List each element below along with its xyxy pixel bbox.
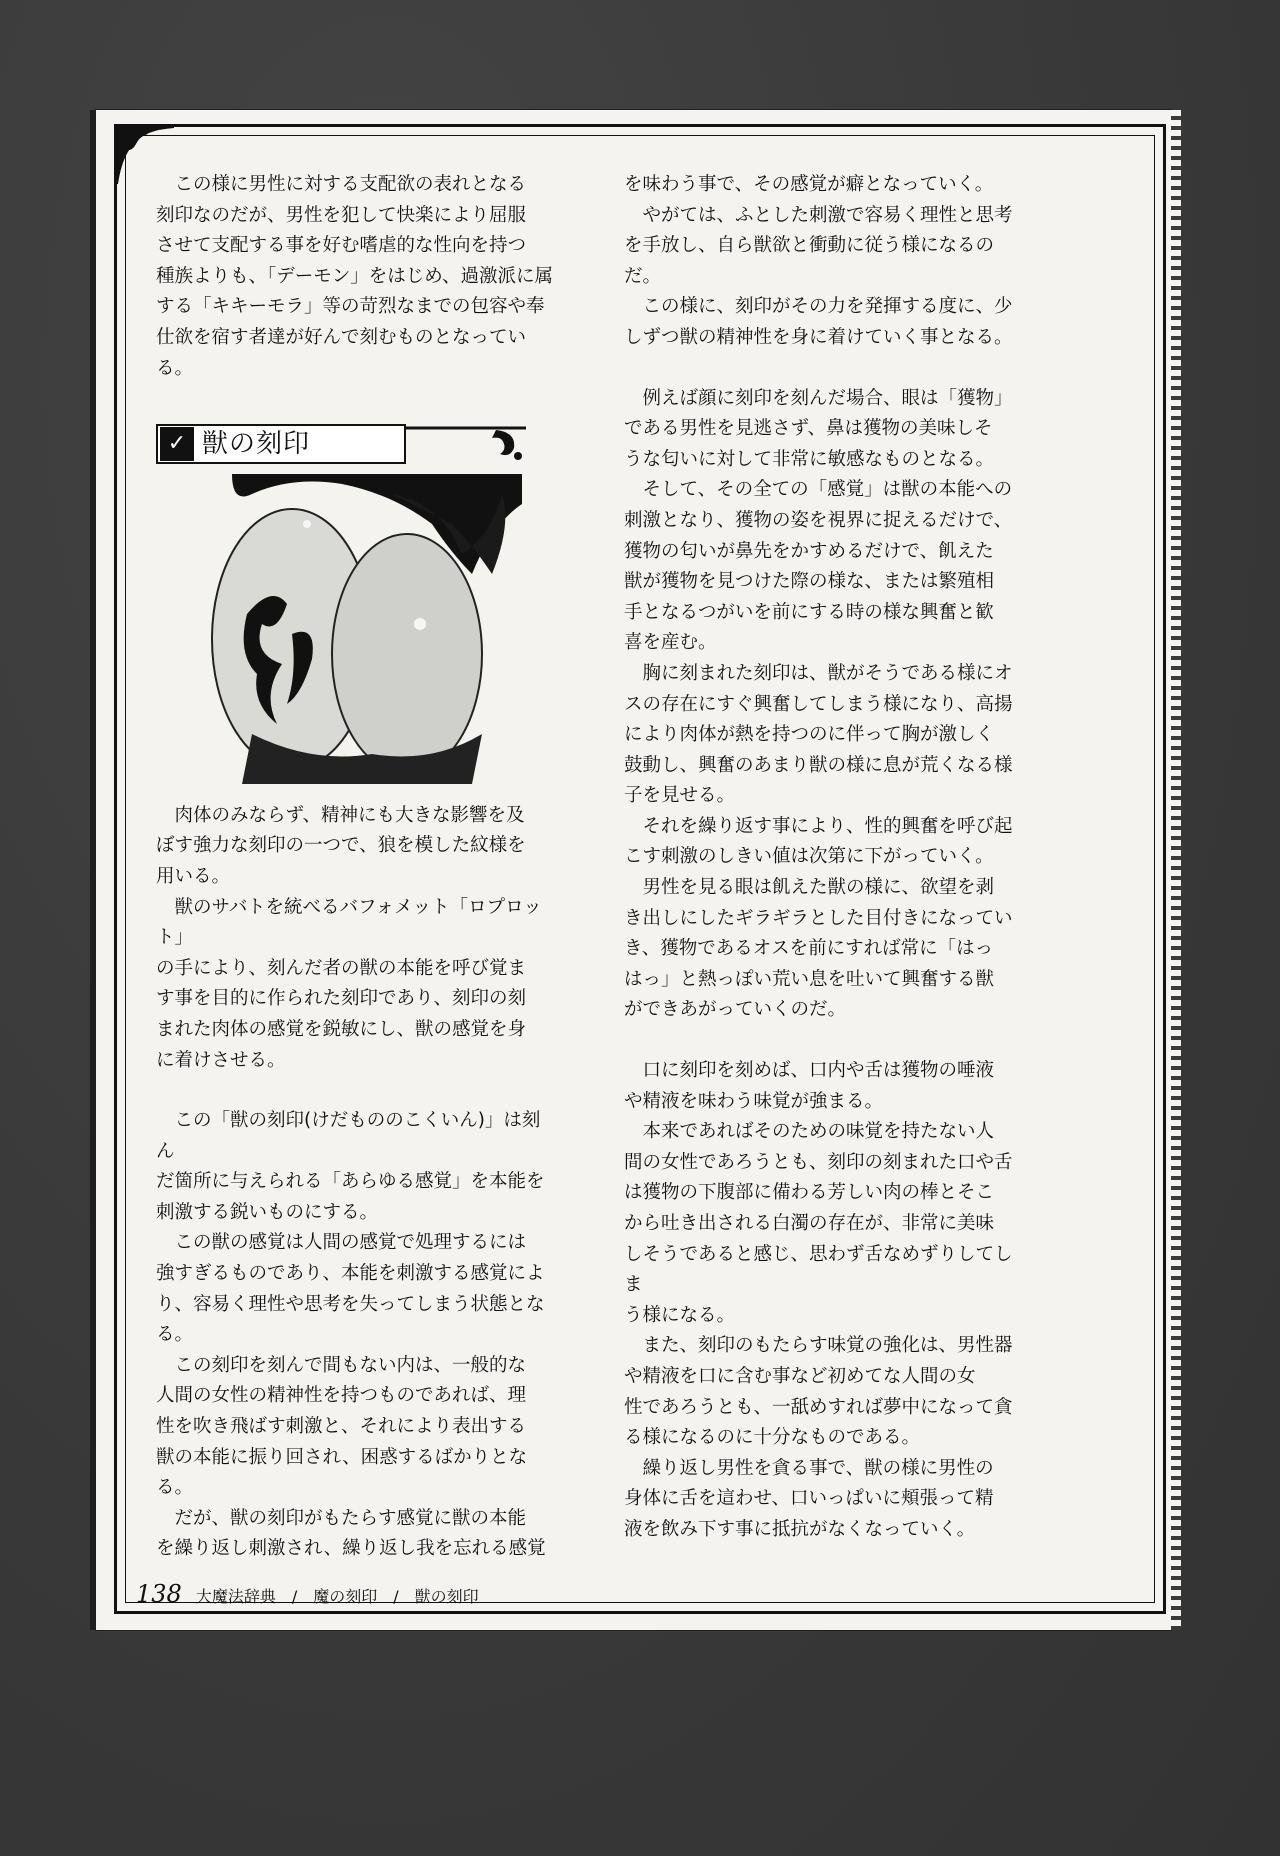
section-title-box [156, 424, 406, 464]
torn-page-edge [1171, 110, 1181, 1630]
paragraph-gap [624, 354, 1024, 384]
section-title: 獣の刻印 [202, 429, 311, 460]
beast-mark-illustration [192, 464, 522, 784]
footer-crumb-book: 大魔法辞典 [195, 1587, 276, 1606]
book-page [96, 110, 1171, 1630]
footer-separator: / [291, 1587, 298, 1606]
right-column [624, 170, 1024, 1546]
body-paragraph: 口に刻印を刻めば、口内や舌は獲物の唾液 や精液を味わう味覚が強まる。 本来であればそのための味覚を持たない人 間の女性であろうとも、刻印の刻まれた口や舌 は獲物の下腹部に備わる芳しい肉の棒とそこ から吐き出される白濁の存在が、非常に美味 しそうであると感じ、思わず舌なめずりしてしま う様になる。 また、刻印のもたらす味覚の強化は、男性器 や精液を口に含む事など初めてな人間の女 性であろうとも、一舐めすれば夢中になって貪 る様になるのに十分なものである。 繰り返し男性を貪る事で、獣の様に男性の 身体に舌を這わせ、口いっぱいに頬張って精 液を飲み下す事に抵抗がなくなっていく。 [624, 1060, 1013, 1540]
page-footer [136, 1580, 479, 1612]
footer-crumb-chapter: 魔の刻印 [313, 1587, 378, 1606]
footer-separator: / [393, 1587, 399, 1606]
check-mark-icon: ✓ [160, 427, 194, 461]
body-paragraph: を味わう事で、その感覚が癖となっていく。 やがては、ふとした刺激で容易く理性と思考 を手放し、自ら獣欲と衝動に従う様になるの だ。 この様に、刻印がその力を発揮する度に、少 しずつ獣の精神性を身に着けていく事となる。 [624, 174, 1013, 348]
body-paragraph: 肉体のみならず、精神にも大きな影響を及 ぼす強力な刻印の一つで、狼を模した紋様を 用いる。 獣のサバトを統べるバフォメット「ロプロット」 の手により、刻んだ者の獣の本能を呼び覚ま す事を目的に作られた刻印であり、刻印の刻 まれた肉体の感覚を鋭敏にし、獣の感覚を身 に着けさせる。 [156, 804, 542, 1071]
body-paragraph: 例えば顔に刻印を刻んだ場合、眼は「獲物」 である男性を見逃さず、鼻は獲物の美味しそ うな匂いに対して非常に敏感なものとなる。 そして、その全ての「感覚」は獣の本能への 刺激となり、獲物の姿を視界に捉えるだけで、 獲物の匂いが鼻先をかすめるだけで、飢えた 獣が獲物を見つけた際の様な、または繁殖相 手となるつがいを前にする時の様な興奮と歓 喜を産む。 胸に刻まれた刻印は、獣がそうである様にオ スの存在にすぐ興奮してしまう様になり、高揚 により肉体が熱を持つのに伴って胸が激しく 鼓動し、興奮のあまり獣の様に息が荒くなる様 子を見せる。 それを繰り返す事により、性的興奮を呼び起 こす刺激のしきい値は次第に下がっていく。 男性を見る眼は飢えた獣の様に、欲望を剥 き出しにしたギラギラとした目付きになってい き、獲物であるオスを前にすれば常に「はっ はっ」と熱っぽい荒い息を吐いて興奮する獣 ができあがっていくのだ。 [624, 387, 1013, 1021]
body-paragraph: この「獣の刻印(けだもののこくいん)」は刻ん だ箇所に与えられる「あらゆる感覚」を本能を 刺激する鋭いものにする。 この獣の感覚は人間の感覚で処理するには 強すぎるものであり、本能を刺激する感覚によ り、容易く理性や思考を失ってしまう状態とな る。 この刻印を刻んで間もない内は、一般的な 人間の女性の精神性を持つものであれば、理 性を吹き飛ばす刺激と、それにより表出する 獣の本能に振り回され、困惑するばかりとな る。 だが、獣の刻印がもたらす感覚に獣の本能 を繰り返し刺激され、繰り返し我を忘れる感覚 [156, 1110, 546, 1560]
left-column [156, 170, 556, 1565]
footer-crumb-section: 獣の刻印 [414, 1587, 479, 1606]
body-paragraph: この様に男性に対する支配欲の表れとなる 刻印なのだが、男性を犯して快楽により屈服 させて支配する事を好む嗜虐的な性向を持つ 種族よりも、「デーモン」をはじめ、過激派に属 する「キキーモラ」等の苛烈なまでの包容や奉 仕欲を宿す者達が好んで刻むものとなってい る。 [156, 174, 554, 379]
paragraph-gap [624, 1026, 1024, 1056]
section-header [156, 424, 576, 464]
page-number: 138 [136, 1580, 182, 1608]
flourish-ornament-icon [406, 424, 526, 464]
paragraph-gap [156, 1076, 556, 1106]
